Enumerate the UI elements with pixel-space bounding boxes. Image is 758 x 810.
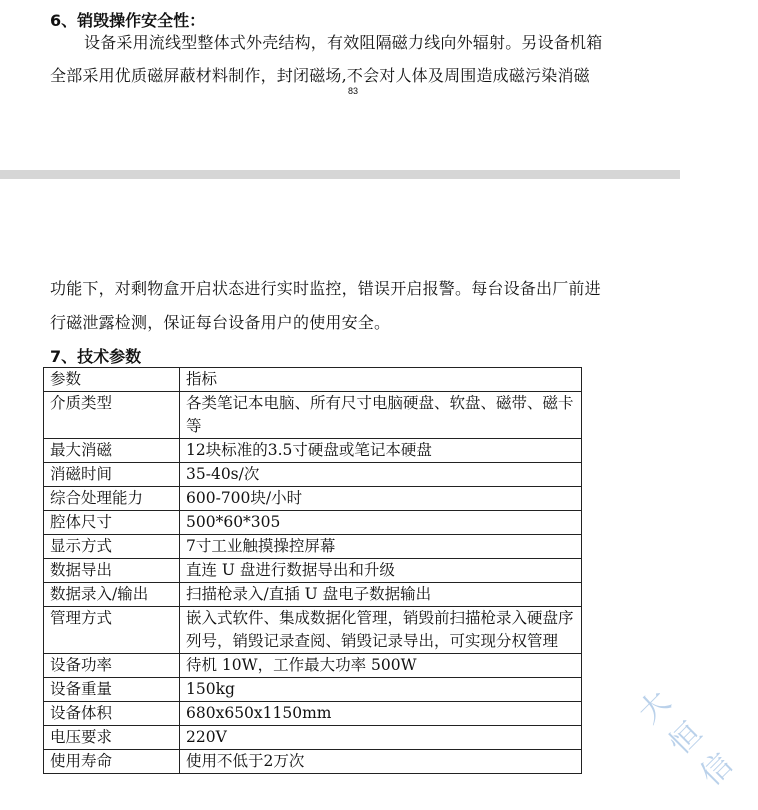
- page-break-gap: [0, 170, 680, 179]
- param-value-cell: 220V: [180, 726, 582, 750]
- table-row: [44, 535, 582, 559]
- param-name-cell: 数据导出: [44, 559, 180, 583]
- table-row: [44, 678, 582, 702]
- param-value-cell: 直连 U 盘进行数据导出和升级: [180, 559, 582, 583]
- param-name-cell: 参数: [44, 368, 180, 392]
- param-name-cell: 最大消磁: [44, 439, 180, 463]
- param-name-cell: 综合处理能力: [44, 487, 180, 511]
- param-name-cell: 设备体积: [44, 702, 180, 726]
- watermark: 大恒信: [631, 684, 740, 793]
- table-row: [44, 726, 582, 750]
- table-row: [44, 702, 582, 726]
- param-value-cell: 680x650x1150mm: [180, 702, 582, 726]
- section-6-paragraph-line: 全部采用优质磁屏蔽材料制作，封闭磁场,不会对人体及周围造成磁污染消磁: [50, 66, 590, 85]
- tech-spec-table: [43, 367, 582, 774]
- section-6-paragraph-line: 功能下，对剩物盒开启状态进行实时监控，错误开启报警。每台设备出厂前进: [50, 279, 601, 298]
- table-row: [44, 368, 582, 392]
- param-value-cell: 扫描枪录入/直插 U 盘电子数据输出: [180, 583, 582, 607]
- param-value-cell: 35-40s/次: [180, 463, 582, 487]
- param-value-cell: 待机 10W，工作最大功率 500W: [180, 654, 582, 678]
- table-row: [44, 392, 582, 439]
- param-value-cell: 600-700块/小时: [180, 487, 582, 511]
- section-6-paragraph-line: 行磁泄露检测，保证每台设备用户的使用安全。: [50, 313, 391, 332]
- table-row: [44, 439, 582, 463]
- table-row: [44, 559, 582, 583]
- table-row: [44, 583, 582, 607]
- section-6-paragraph-line: 设备采用流线型整体式外壳结构，有效阻隔磁力线向外辐射。另设备机箱: [84, 33, 603, 52]
- section-6-heading: 6、销毁操作安全性：: [50, 11, 206, 30]
- table-row: [44, 750, 582, 774]
- param-value-cell: 指标: [180, 368, 582, 392]
- table-row: [44, 654, 582, 678]
- param-name-cell: 设备功率: [44, 654, 180, 678]
- table-row: [44, 487, 582, 511]
- param-name-cell: 管理方式: [44, 607, 180, 654]
- table-row: [44, 511, 582, 535]
- param-value-cell: 各类笔记本电脑、所有尺寸电脑硬盘、软盘、磁带、磁卡等: [180, 392, 582, 439]
- param-value-cell: 嵌入式软件、集成数据化管理，销毁前扫描枪录入硬盘序列号，销毁记录查阅、销毁记录导出，可实现分权管理: [180, 607, 582, 654]
- table-row: [44, 607, 582, 654]
- param-name-cell: 数据录入/输出: [44, 583, 180, 607]
- param-value-cell: 150kg: [180, 678, 582, 702]
- param-name-cell: 消磁时间: [44, 463, 180, 487]
- param-name-cell: 电压要求: [44, 726, 180, 750]
- param-name-cell: 使用寿命: [44, 750, 180, 774]
- table-row: [44, 463, 582, 487]
- param-value-cell: 7寸工业触摸操控屏幕: [180, 535, 582, 559]
- param-name-cell: 显示方式: [44, 535, 180, 559]
- param-name-cell: 腔体尺寸: [44, 511, 180, 535]
- param-value-cell: 12块标准的3.5寸硬盘或笔记本硬盘: [180, 439, 582, 463]
- page-number: 83: [348, 86, 359, 96]
- param-name-cell: 介质类型: [44, 392, 180, 439]
- param-value-cell: 使用不低于2万次: [180, 750, 582, 774]
- section-7-heading: 7、技术参数: [50, 347, 142, 366]
- param-name-cell: 设备重量: [44, 678, 180, 702]
- param-value-cell: 500*60*305: [180, 511, 582, 535]
